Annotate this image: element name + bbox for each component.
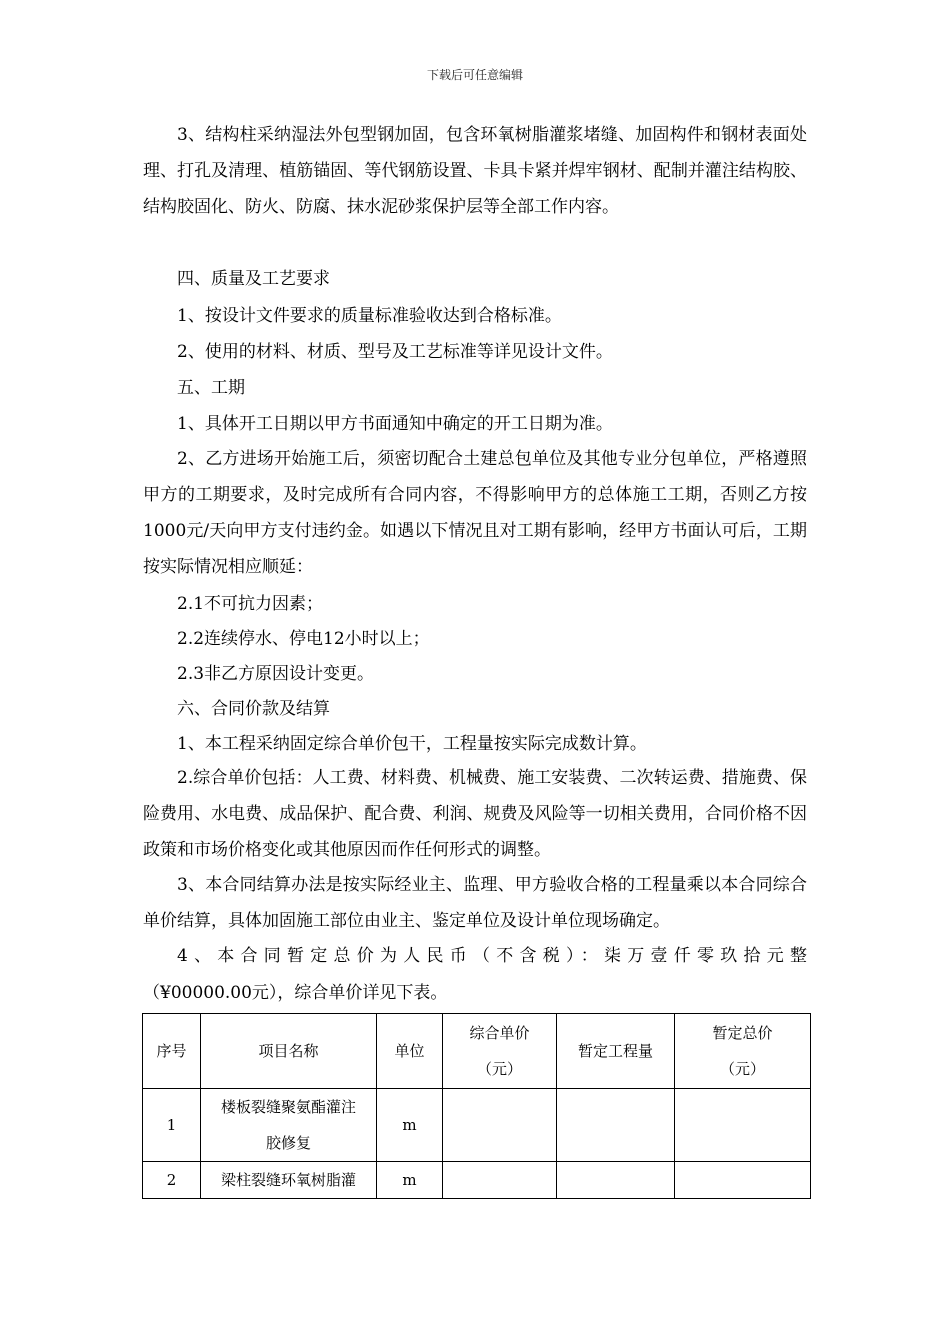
- row-quantity: [557, 1089, 675, 1162]
- table-row: [143, 1162, 811, 1199]
- row-name-l1: 楼板裂缝聚氨酯灌注: [220, 1098, 356, 1116]
- row-quantity: [557, 1162, 675, 1199]
- clause-6-2: 2.综合单价包括：人工费、材料费、机械费、施工安装费、二次转运费、措施费、保险费用、水电费、成品保护、配合费、利润、规费及风险等一切相关费用，合同价格不因政策和市场价格变化或其他原因而作任何形式的调整。: [143, 768, 807, 860]
- row-total: [675, 1162, 811, 1199]
- row-name: [201, 1089, 377, 1162]
- table-header-row: [143, 1014, 811, 1089]
- row-name: 梁柱裂缝环氧树脂灌: [201, 1162, 377, 1199]
- header-unit: 单位: [377, 1014, 443, 1089]
- header-total-l1: 暂定总价: [712, 1024, 773, 1042]
- table-row: [143, 1089, 811, 1162]
- header-name: 项目名称: [201, 1014, 377, 1089]
- row-unit-price: [443, 1162, 557, 1199]
- clause-6-1: 1、本工程采纳固定综合单价包干，工程量按实际完成数计算。: [177, 734, 647, 754]
- clause-6-4-line2: （¥00000.00元），综合单价详见下表。: [143, 983, 448, 1003]
- clause-5-2-1: 2.1不可抗力因素；: [177, 594, 324, 614]
- row-unit: m: [377, 1162, 443, 1199]
- header-total: [675, 1014, 811, 1089]
- clause-5-1: 1、具体开工日期以甲方书面通知中确定的开工日期为准。: [177, 414, 613, 434]
- clause-4-2: 2、使用的材料、材质、型号及工艺标准等详见设计文件。: [177, 342, 613, 362]
- clause-6-3: 3、本合同结算办法是按实际经业主、监理、甲方验收合格的工程量乘以本合同综合单价结算，具体加固施工部位由业主、鉴定单位及设计单位现场确定。: [143, 875, 807, 931]
- page-header: 下载后可任意编辑: [426, 68, 523, 82]
- section-5-title: 五、工期: [177, 378, 245, 398]
- header-quantity: 暂定工程量: [557, 1014, 675, 1089]
- row-no: 2: [143, 1162, 201, 1199]
- row-unit: m: [377, 1089, 443, 1162]
- header-total-l2: （元）: [719, 1060, 765, 1078]
- clause-structural-columns: 3、结构柱采纳湿法外包型钢加固，包含环氧树脂灌浆堵缝、加固构件和钢材表面处理、打孔及清理、植筋锚固、等代钢筋设置、卡具卡紧并焊牢钢材、配制并灌注结构胶、结构胶固化、防火、防腐、抹水泥砂浆保护层等全部工作内容。: [143, 125, 807, 217]
- header-unit-price-l2: （元）: [476, 1060, 522, 1078]
- clause-4-1: 1、按设计文件要求的质量标准验收达到合格标准。: [177, 306, 562, 326]
- clause-5-2: 2、乙方进场开始施工后，须密切配合土建总包单位及其他专业分包单位，严格遵照甲方的工期要求，及时完成所有合同内容，不得影响甲方的总体施工工期，否则乙方按1000元/天向甲方支付违约金。如遇以下情况且对工期有影响，经甲方书面认可后，工期按实际情况相应顺延：: [143, 449, 807, 577]
- row-total: [675, 1089, 811, 1162]
- clause-5-2-3: 2.3非乙方原因设计变更。: [177, 664, 375, 684]
- header-unit-price: [443, 1014, 557, 1089]
- section-6-title: 六、合同价款及结算: [177, 699, 330, 719]
- section-4-title: 四、质量及工艺要求: [177, 269, 330, 289]
- header-unit-price-l1: 综合单价: [469, 1024, 530, 1042]
- clause-5-2-2: 2.2连续停水、停电12小时以上；: [177, 629, 430, 649]
- row-no: 1: [143, 1089, 201, 1162]
- row-name-l2: 胶修复: [265, 1134, 311, 1152]
- unit-price-table: [142, 1013, 811, 1199]
- row-unit-price: [443, 1089, 557, 1162]
- clause-6-4-line1: 4、本合同暂定总价为人民币（不含税）：柒万壹仟零玖拾元整: [177, 946, 807, 966]
- header-no: 序号: [143, 1014, 201, 1089]
